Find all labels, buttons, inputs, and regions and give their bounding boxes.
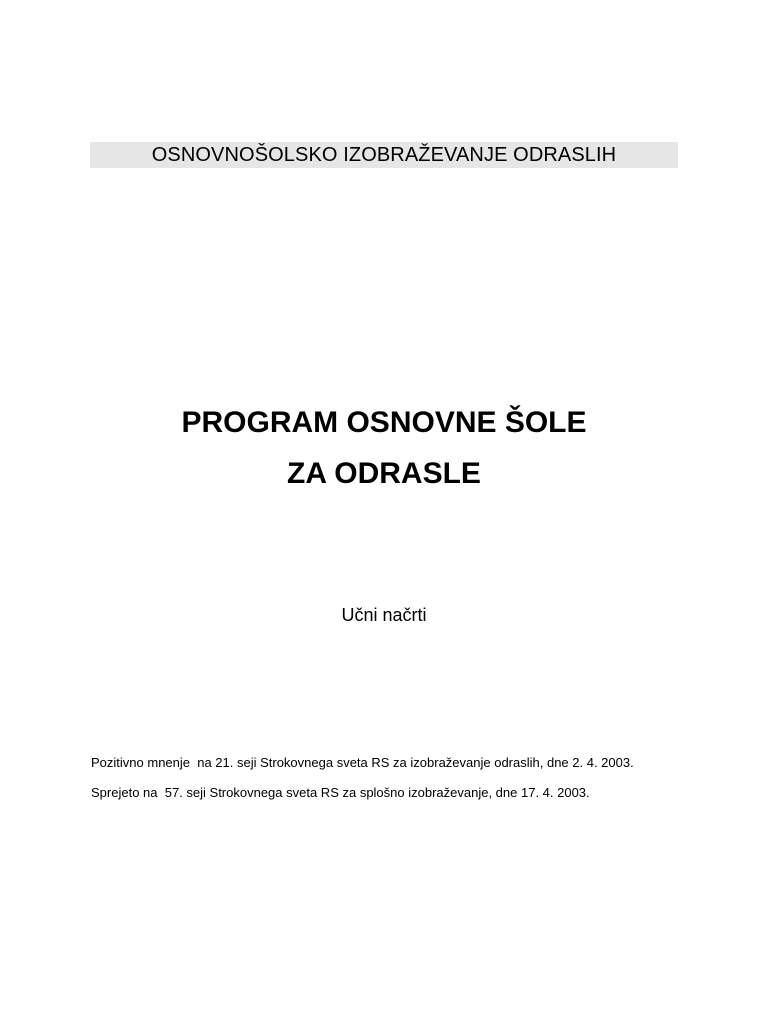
- document-header: OSNOVNOŠOLSKO IZOBRAŽEVANJE ODRASLIH: [151, 144, 617, 166]
- document-subtitle: Učni načrti: [341, 605, 427, 625]
- document-title-line-1: PROGRAM OSNOVNE ŠOLE: [181, 406, 587, 439]
- header-band: [90, 142, 678, 168]
- approval-note-1: Pozitivno mnenje na 21. seji Strokovnega sveta RS za izobraževanje odraslih, dne 2. 4. 2003.: [91, 755, 634, 770]
- document-title-line-2: ZA ODRASLE: [287, 457, 481, 490]
- approval-note-2: Sprejeto na 57. seji Strokovnega sveta RS za splošno izobraževanje, dne 17. 4. 2003.: [91, 785, 590, 800]
